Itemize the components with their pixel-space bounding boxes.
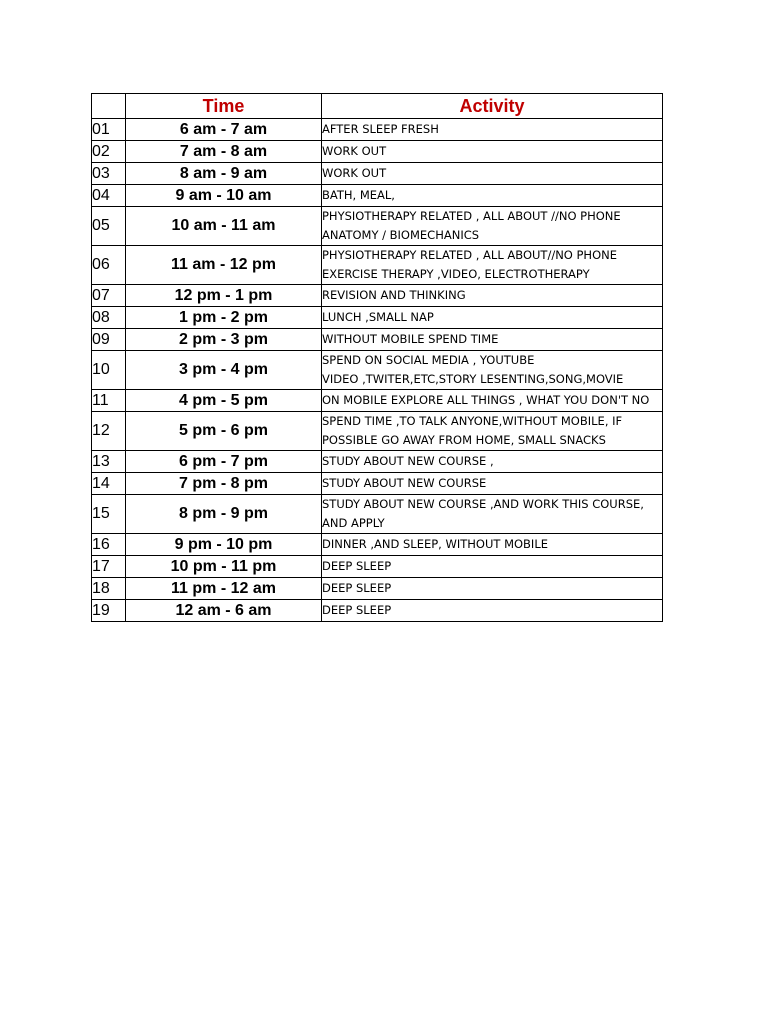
row-time: 11 am - 12 pm — [126, 246, 322, 285]
table-row — [92, 495, 663, 534]
row-time: 6 pm - 7 pm — [126, 451, 322, 473]
row-activity: STUDY ABOUT NEW COURSE ,AND WORK THIS COURSE, AND APPLY — [322, 495, 663, 534]
table-row — [92, 185, 663, 207]
table-row — [92, 207, 663, 246]
row-time: 11 pm - 12 am — [126, 578, 322, 600]
row-activity: STUDY ABOUT NEW COURSE — [322, 473, 663, 495]
row-time: 8 am - 9 am — [126, 163, 322, 185]
row-number: 18 — [92, 578, 126, 600]
row-activity: WITHOUT MOBILE SPEND TIME — [322, 329, 663, 351]
table-row — [92, 390, 663, 412]
table-row — [92, 578, 663, 600]
table-row — [92, 451, 663, 473]
row-number: 13 — [92, 451, 126, 473]
table-row — [92, 329, 663, 351]
header-time: Time — [126, 94, 322, 119]
row-activity: LUNCH ,SMALL NAP — [322, 307, 663, 329]
row-number: 09 — [92, 329, 126, 351]
row-time: 8 pm - 9 pm — [126, 495, 322, 534]
row-number: 06 — [92, 246, 126, 285]
row-activity: DEEP SLEEP — [322, 578, 663, 600]
table-row — [92, 412, 663, 451]
row-number: 14 — [92, 473, 126, 495]
table-row — [92, 163, 663, 185]
row-time: 7 pm - 8 pm — [126, 473, 322, 495]
table-row — [92, 119, 663, 141]
row-time: 7 am - 8 am — [126, 141, 322, 163]
row-time: 4 pm - 5 pm — [126, 390, 322, 412]
row-number: 03 — [92, 163, 126, 185]
row-number: 04 — [92, 185, 126, 207]
row-activity: PHYSIOTHERAPY RELATED , ALL ABOUT//NO PHONE EXERCISE THERAPY ,VIDEO, ELECTROTHERAPY — [322, 246, 663, 285]
row-number: 08 — [92, 307, 126, 329]
row-activity: DEEP SLEEP — [322, 600, 663, 622]
row-activity: BATH, MEAL, — [322, 185, 663, 207]
row-time: 10 am - 11 am — [126, 207, 322, 246]
row-time: 5 pm - 6 pm — [126, 412, 322, 451]
row-time: 3 pm - 4 pm — [126, 351, 322, 390]
row-number: 11 — [92, 390, 126, 412]
row-time: 1 pm - 2 pm — [126, 307, 322, 329]
row-number: 17 — [92, 556, 126, 578]
row-activity: DINNER ,AND SLEEP, WITHOUT MOBILE — [322, 534, 663, 556]
row-number: 15 — [92, 495, 126, 534]
row-time: 9 pm - 10 pm — [126, 534, 322, 556]
row-number: 02 — [92, 141, 126, 163]
row-activity: WORK OUT — [322, 163, 663, 185]
row-activity: STUDY ABOUT NEW COURSE , — [322, 451, 663, 473]
row-activity: WORK OUT — [322, 141, 663, 163]
row-activity: PHYSIOTHERAPY RELATED , ALL ABOUT //NO PHONE ANATOMY / BIOMECHANICS — [322, 207, 663, 246]
table-row — [92, 307, 663, 329]
row-time: 6 am - 7 am — [126, 119, 322, 141]
row-number: 07 — [92, 285, 126, 307]
row-number: 01 — [92, 119, 126, 141]
row-activity: SPEND ON SOCIAL MEDIA , YOUTUBE VIDEO ,TWITER,ETC,STORY LESENTING,SONG,MOVIE — [322, 351, 663, 390]
row-number: 12 — [92, 412, 126, 451]
row-number: 19 — [92, 600, 126, 622]
row-number: 10 — [92, 351, 126, 390]
row-time: 2 pm - 3 pm — [126, 329, 322, 351]
table-row — [92, 473, 663, 495]
row-activity: AFTER SLEEP FRESH — [322, 119, 663, 141]
row-activity: DEEP SLEEP — [322, 556, 663, 578]
row-activity: SPEND TIME ,TO TALK ANYONE,WITHOUT MOBILE, IF POSSIBLE GO AWAY FROM HOME, SMALL SNACKS — [322, 412, 663, 451]
table-row — [92, 556, 663, 578]
header-activity: Activity — [322, 94, 663, 119]
table-row — [92, 141, 663, 163]
row-time: 9 am - 10 am — [126, 185, 322, 207]
row-time: 10 pm - 11 pm — [126, 556, 322, 578]
row-time: 12 am - 6 am — [126, 600, 322, 622]
table-row — [92, 534, 663, 556]
table-row — [92, 351, 663, 390]
table-row — [92, 600, 663, 622]
row-number: 16 — [92, 534, 126, 556]
header-number — [92, 94, 126, 119]
row-activity: REVISION AND THINKING — [322, 285, 663, 307]
table-row — [92, 285, 663, 307]
table-row — [92, 246, 663, 285]
row-number: 05 — [92, 207, 126, 246]
header-row — [92, 94, 663, 119]
row-time: 12 pm - 1 pm — [126, 285, 322, 307]
row-activity: ON MOBILE EXPLORE ALL THINGS , WHAT YOU DON'T NO — [322, 390, 663, 412]
schedule-table — [91, 93, 663, 622]
